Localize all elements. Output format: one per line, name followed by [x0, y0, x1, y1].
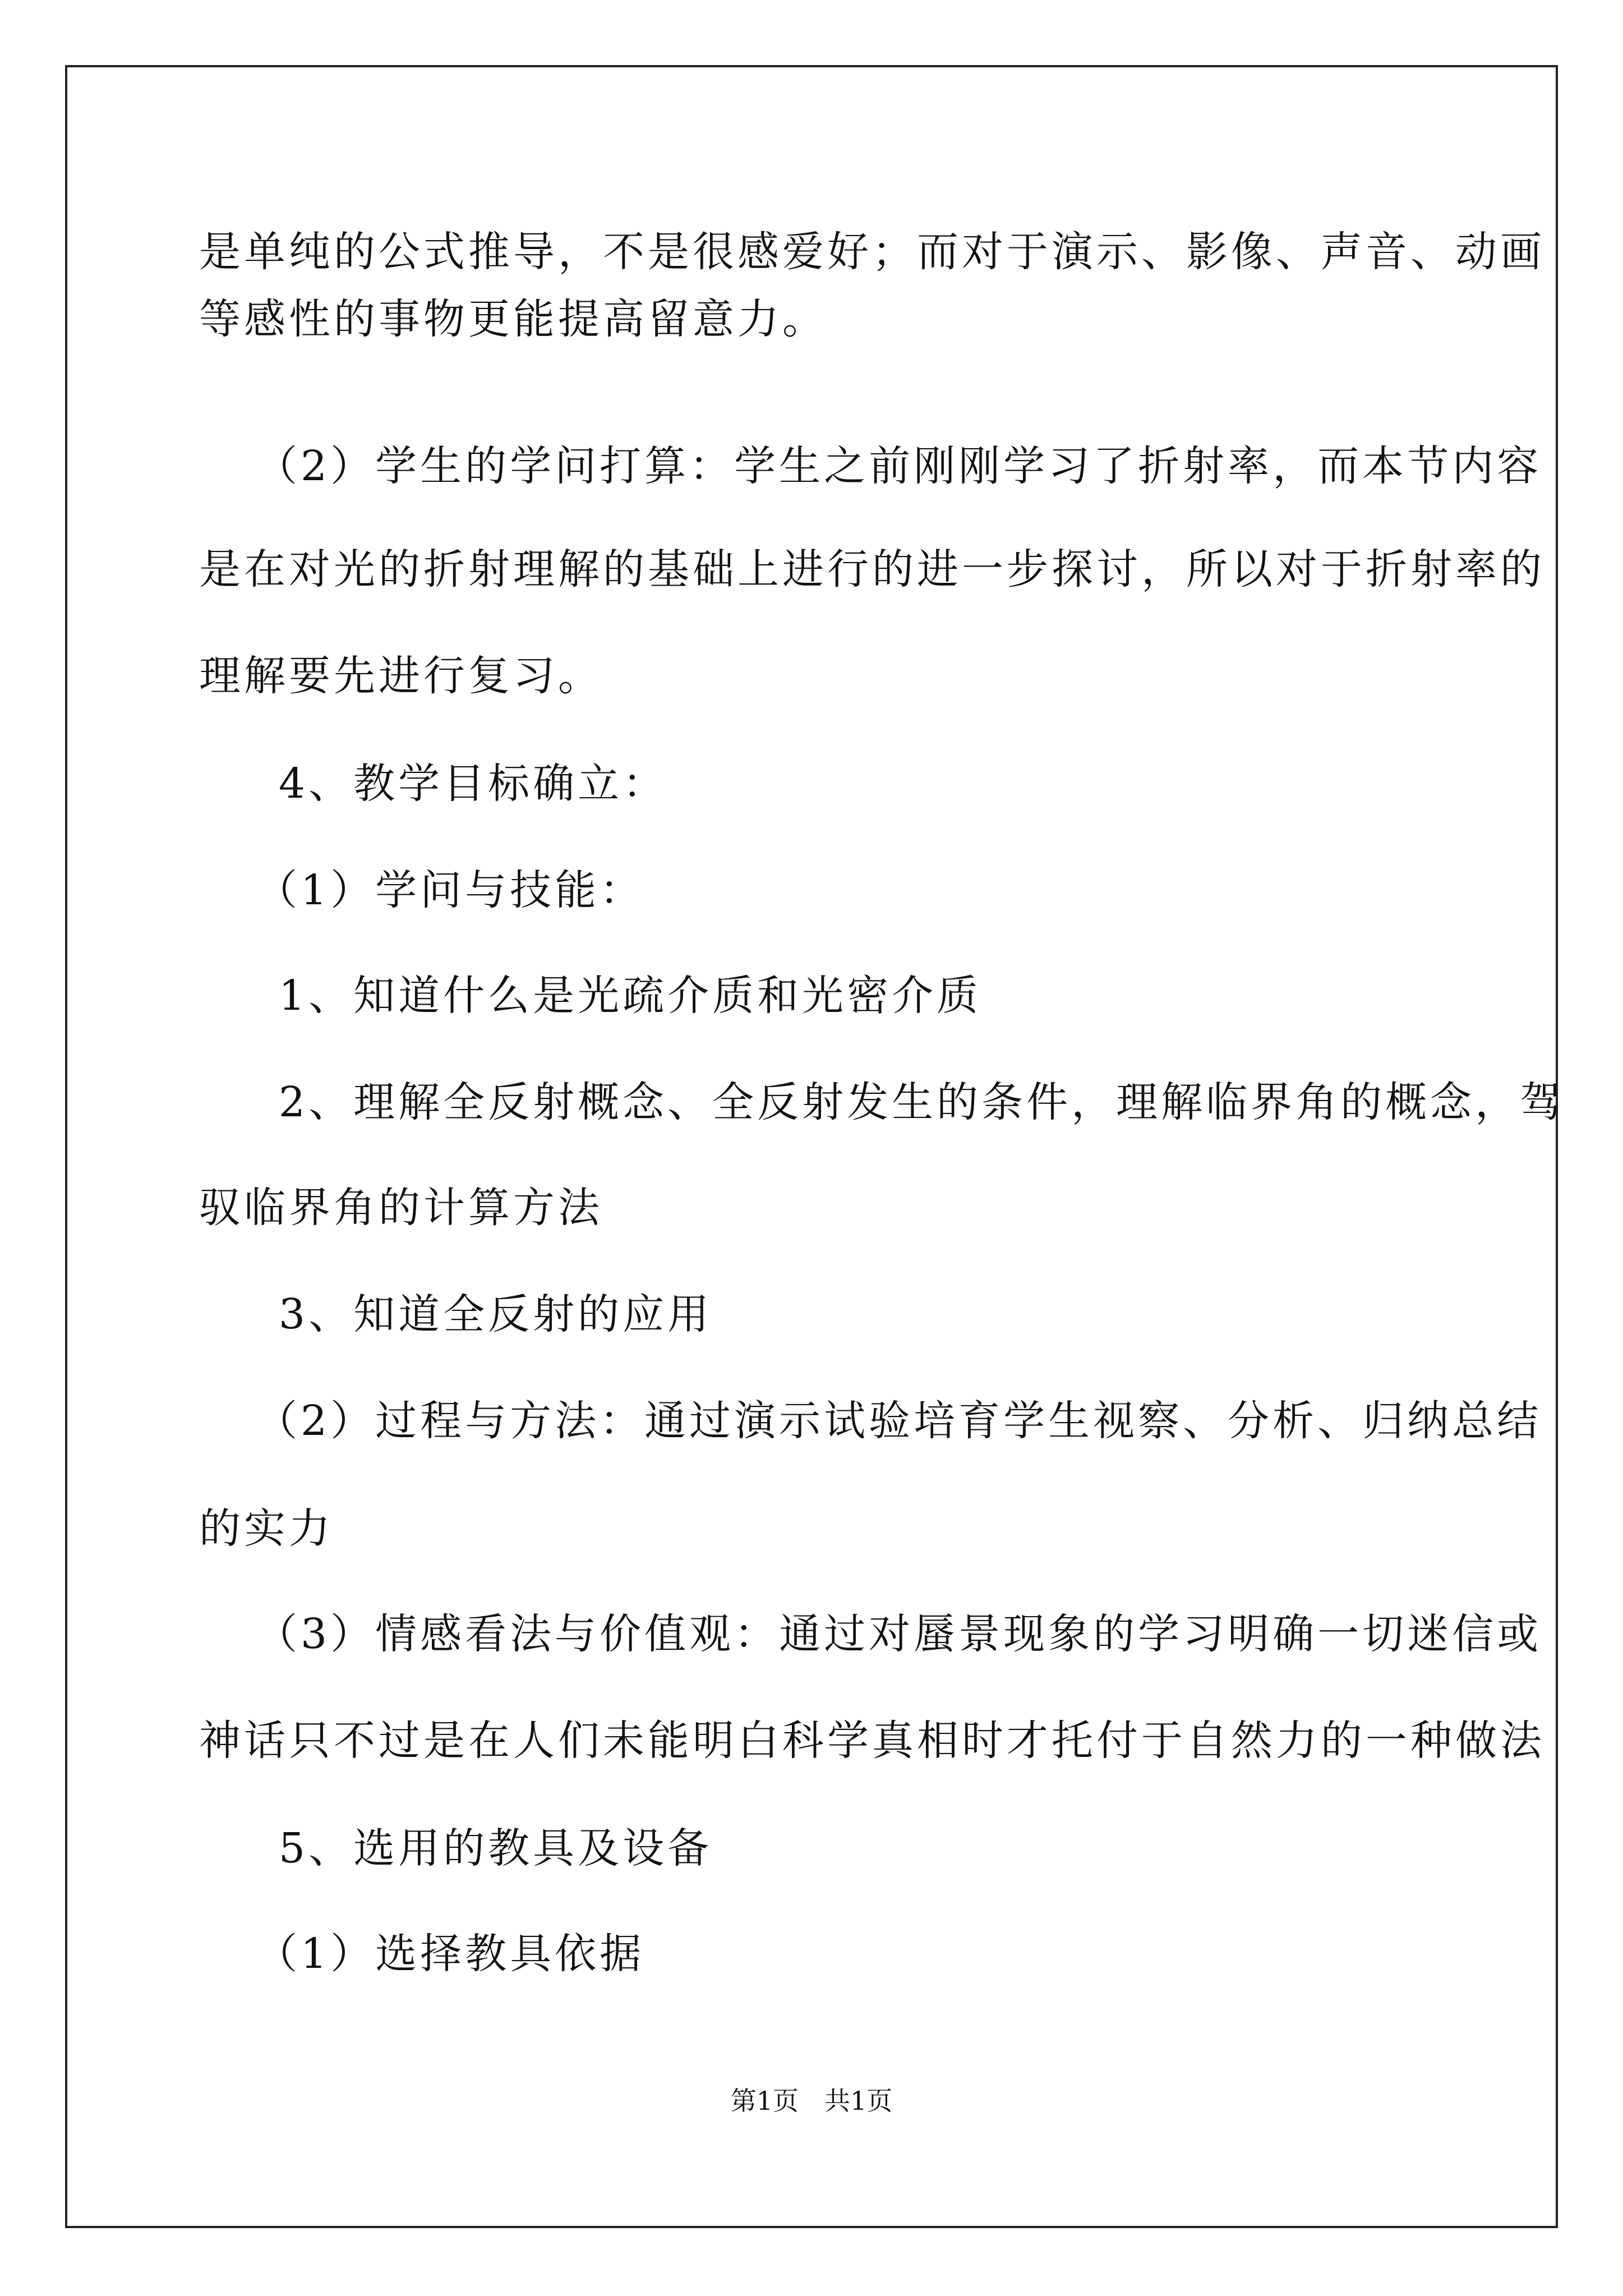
list-item-line: 2、理解全反射概念、全反射发生的条件，理解临界角的概念，驾 — [279, 1078, 1565, 1126]
paragraph-line: （2）过程与方法：通过演示试验培育学生视察、分析、归纳总结 — [256, 1397, 1542, 1445]
paragraph-line: 的实力 — [199, 1504, 334, 1553]
paragraph-line: 等感性的事物更能提高留意力。 — [199, 295, 827, 343]
list-item-line: 1、知道什么是光疏介质和光密介质 — [279, 972, 982, 1020]
page-border — [65, 65, 1558, 2228]
subheading-line: （1）选择教具依据 — [256, 1930, 645, 1978]
paragraph-line: 是在对光的折射理解的基础上进行的进一步探讨，所以对于折射率的 — [199, 545, 1545, 593]
heading-line: 5、选用的教具及设备 — [279, 1824, 713, 1872]
subheading-line: （1）学问与技能： — [256, 866, 645, 914]
list-item-line: 3、知道全反射的应用 — [279, 1290, 713, 1338]
paragraph-line: （3）情感看法与价值观：通过对蜃景现象的学习明确一切迷信或 — [256, 1610, 1542, 1658]
paragraph-line: 神话只不过是在人们未能明白科学真相时才托付于自然力的一种做法 — [199, 1717, 1545, 1765]
paragraph-line: （2）学生的学问打算：学生之前刚刚学习了折射率，而本节内容 — [256, 442, 1542, 490]
heading-line: 4、教学目标确立： — [279, 760, 668, 808]
paragraph-line: 是单纯的公式推导，不是很感爱好；而对于演示、影像、声音、动画 — [199, 228, 1545, 276]
list-item-line: 驭临界角的计算方法 — [199, 1184, 603, 1232]
paragraph-line: 理解要先进行复习。 — [199, 652, 603, 700]
page-number: 第1页 共1页 — [730, 2086, 893, 2116]
